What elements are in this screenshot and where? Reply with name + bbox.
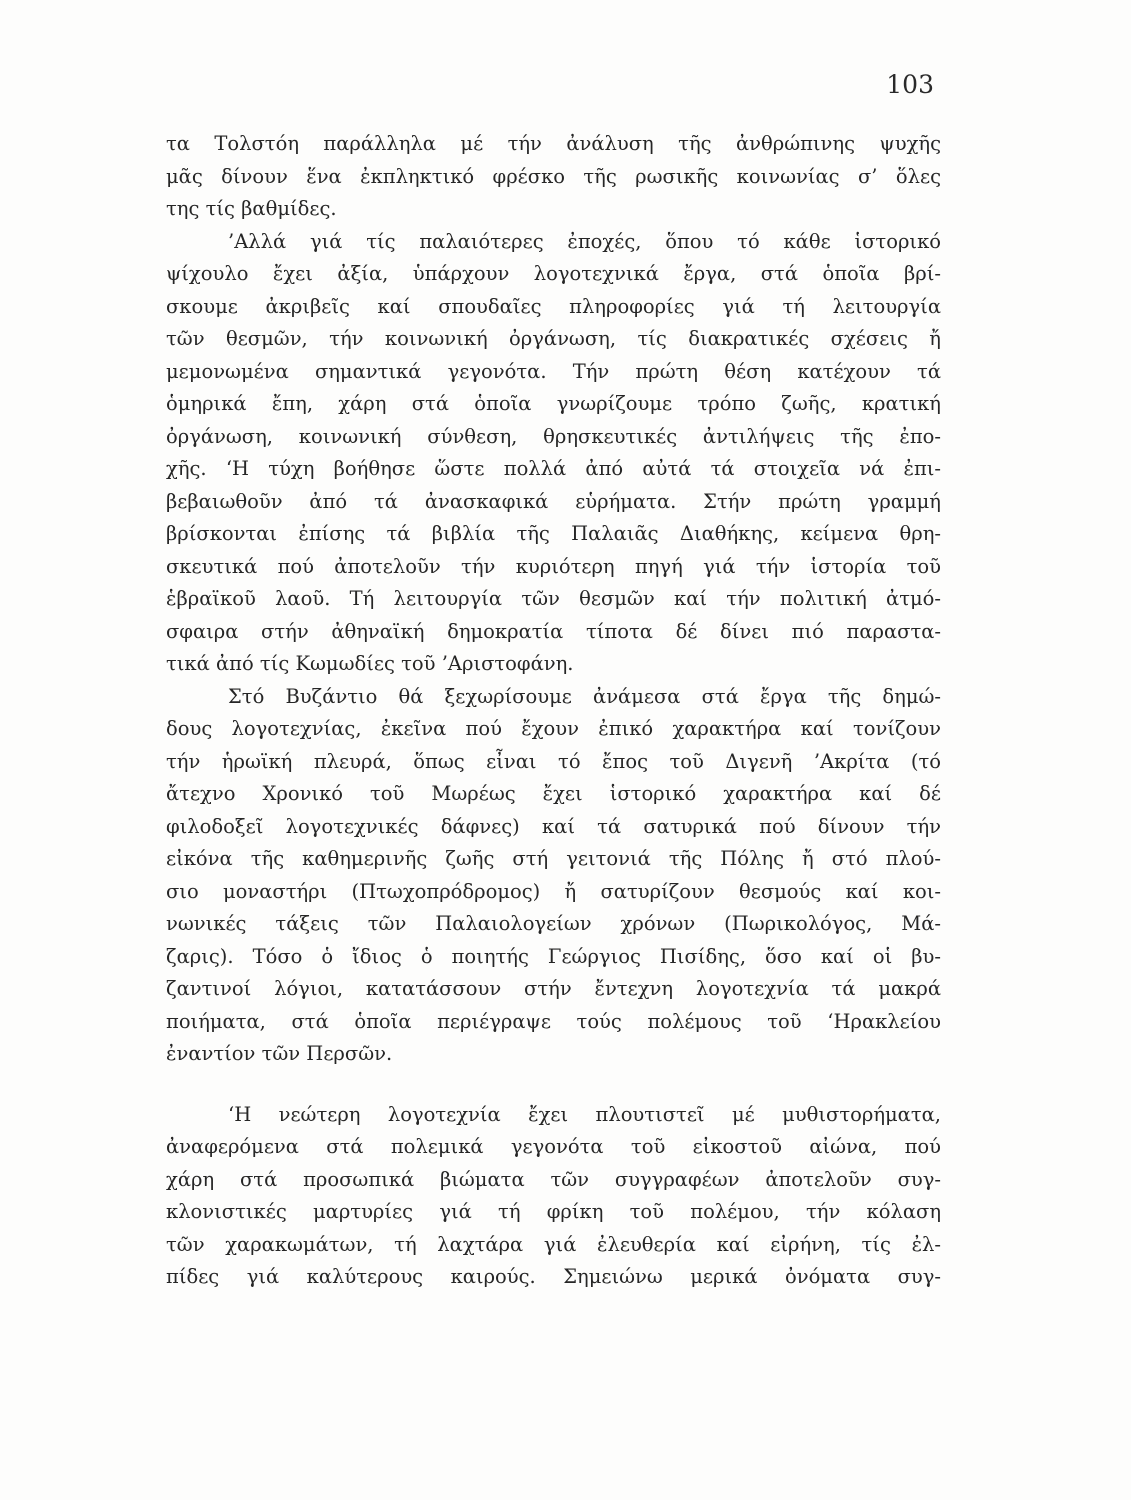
text-line: κλονιστικές μαρτυρίες γιά τή φρίκη τοῦ πολέμου, τήν κόλαση	[166, 1200, 941, 1223]
text-line: τα Τολστόη παράλληλα μέ τήν ἀνάλυση τῆς ἀνθρώπινης ψυχῆς	[166, 132, 941, 155]
text-line: μεμονωμένα σημαντικά γεγονότα. Τήν πρώτη θέση κατέχουν τά	[166, 359, 941, 383]
text-line: Στό Βυζάντιο θά ξεχωρίσουμε ἀνάμεσα στά ἔργα τῆς δημώ-	[228, 684, 941, 708]
paragraph	[166, 681, 941, 1071]
text-line: τῶν χαρακωμάτων, τή λαχτάρα γιά ἐλευθερία καί εἰρήνη, τίς ἐλ-	[166, 1232, 941, 1256]
text-line: χῆς. ‘Η τύχη βοήθησε ὥστε πολλά ἀπό αὐτά τά στοιχεῖα νά ἐπι-	[166, 457, 941, 480]
text-line: ‘Η νεώτερη λογοτεχνία ἔχει πλουτιστεῖ μέ μυθιστορήματα,	[228, 1102, 941, 1126]
text-line: μᾶς δίνουν ἕνα ἐκπληκτικό φρέσκο τῆς ρωσικῆς κοινωνίας σ’ ὅλες	[166, 164, 941, 188]
text-line: βεβαιωθοῦν ἀπό τά ἀνασκαφικά εὑρήματα. Στήν πρώτη γραμμή	[166, 489, 941, 513]
text-line: ὀργάνωση, κοινωνική σύνθεση, θρησκευτικές ἀντιλήψεις τῆς ἐπο-	[166, 424, 941, 448]
text-line: ζαρις). Τόσο ὁ ἴδιος ὁ ποιητής Γεώργιος Πισίδης, ὅσο καί οἱ βυ-	[166, 944, 941, 968]
page-number: 103	[886, 70, 934, 99]
body-text	[166, 128, 941, 1294]
paragraph	[166, 226, 941, 681]
paragraph-spacer	[166, 1071, 941, 1099]
paragraph	[166, 1099, 941, 1294]
text-line: ’Αλλά γιά τίς παλαιότερες ἐποχές, ὅπου τό κάθε ἱστορικό	[228, 229, 941, 253]
text-line: ἑβραϊκοῦ λαοῦ. Τή λειτουργία τῶν θεσμῶν καί τήν πολιτική ἀτμό-	[166, 587, 941, 610]
text-line: χάρη στά προσωπικά βιώματα τῶν συγγραφέων ἀποτελοῦν συγ-	[166, 1167, 941, 1191]
text-line: σιο μοναστήρι (Πτωχοπρόδρομος) ἤ σατυρίζουν θεσμούς καί κοι-	[166, 879, 941, 903]
text-line: ὁμηρικά ἔπη, χάρη στά ὁποῖα γνωρίζουμε τρόπο ζωῆς, κρατική	[166, 392, 941, 415]
paragraph	[166, 128, 941, 226]
text-line: πίδες γιά καλύτερους καιρούς. Σημειώνω μερικά ὀνόματα συγ-	[166, 1265, 941, 1288]
text-line: ἄτεχνο Χρονικό τοῦ Μωρέως ἔχει ἱστορικό χαρακτήρα καί δέ	[166, 782, 941, 805]
text-line: νωνικές τάξεις τῶν Παλαιολογείων χρόνων (Πωρικολόγος, Μά-	[166, 912, 941, 935]
text-line: σκευτικά πού ἀποτελοῦν τήν κυριότερη πηγή γιά τήν ἱστορία τοῦ	[166, 554, 941, 578]
text-line: φιλοδοξεῖ λογοτεχνικές δάφνες) καί τά σατυρικά πού δίνουν τήν	[166, 814, 941, 838]
text-line: σφαιρα στήν ἀθηναϊκή δημοκρατία τίποτα δέ δίνει πιό παραστα-	[166, 619, 941, 643]
text-line: σκουμε ἀκριβεῖς καί σπουδαῖες πληροφορίες γιά τή λειτουργία	[166, 294, 941, 318]
text-line: δους λογοτεχνίας, ἐκεῖνα πού ἔχουν ἐπικό χαρακτήρα καί τονίζουν	[166, 717, 941, 740]
text-line: ποιήματα, στά ὁποῖα περιέγραψε τούς πολέμους τοῦ ‘Ηρακλείου	[166, 1009, 941, 1033]
text-line: ἐναντίον τῶν Περσῶν.	[166, 1042, 393, 1065]
text-line: ψίχουλο ἔχει ἀξία, ὑπάρχουν λογοτεχνικά ἔργα, στά ὁποῖα βρί-	[166, 262, 941, 285]
text-line: ἀναφερόμενα στά πολεμικά γεγονότα τοῦ εἰκοστοῦ αἰώνα, πού	[166, 1135, 941, 1158]
text-line: τῶν θεσμῶν, τήν κοινωνική ὀργάνωση, τίς διακρατικές σχέσεις ἤ	[166, 327, 941, 350]
text-line: εἰκόνα τῆς καθημερινῆς ζωῆς στή γειτονιά τῆς Πόλης ἤ στό πλού-	[166, 847, 941, 870]
text-line: της τίς βαθμίδες.	[166, 197, 337, 220]
text-line: βρίσκονται ἐπίσης τά βιβλία τῆς Παλαιᾶς Διαθήκης, κείμενα θρη-	[166, 522, 941, 545]
text-line: τήν ἡρωϊκή πλευρά, ὅπως εἶναι τό ἔπος τοῦ Διγενῆ ’Ακρίτα (τό	[166, 749, 941, 773]
text-line: ζαντινοί λόγιοι, κατατάσσουν στήν ἔντεχνη λογοτεχνία τά μακρά	[166, 977, 941, 1000]
text-line: τικά ἀπό τίς Κωμωδίες τοῦ ’Αριστοφάνη.	[166, 652, 574, 675]
